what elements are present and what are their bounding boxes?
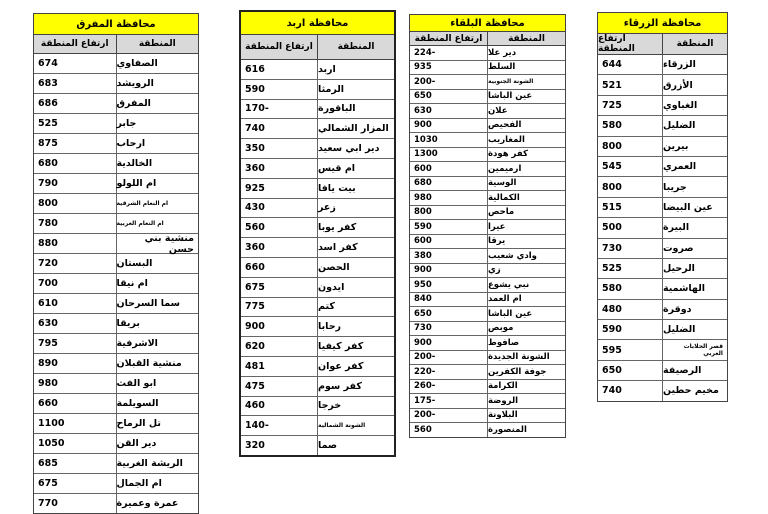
elevation-value: 430 <box>241 199 318 218</box>
table-row <box>410 75 565 90</box>
area-name: السويلمة <box>116 398 159 409</box>
area-name: وادي شعيب <box>488 250 537 261</box>
table-row <box>598 55 727 75</box>
table-row <box>34 474 198 494</box>
area-name: دوقرة <box>663 303 692 315</box>
elevation-value: 730 <box>410 322 488 336</box>
elevation-value: 515 <box>598 198 663 217</box>
area-name: تل الرماح <box>116 418 161 429</box>
elevation-value: 320 <box>241 436 318 455</box>
area-name: ام النعام الشرقية <box>116 200 169 207</box>
area-name: الزرقاء <box>663 59 696 71</box>
elevation-value: 800 <box>598 177 663 196</box>
elevation-value: 800 <box>34 194 117 213</box>
area-name: جابر <box>116 118 137 129</box>
elevation-value: 725 <box>598 96 663 115</box>
area-name: بيرين <box>663 140 689 152</box>
header-area: المنطقة <box>337 42 375 52</box>
area-name: ام قيس <box>318 162 356 174</box>
table-row <box>410 351 565 366</box>
table-row <box>241 377 394 397</box>
table-header <box>241 35 394 60</box>
elevation-value: 740 <box>241 119 318 138</box>
table-row <box>34 374 198 394</box>
elevation-value: 840 <box>410 293 488 307</box>
table-row <box>410 322 565 337</box>
table-row <box>34 494 198 513</box>
elevation-value: 685 <box>34 454 117 473</box>
area-name: كفر اسد <box>318 242 358 254</box>
table-row <box>598 361 727 381</box>
table-row <box>410 336 565 351</box>
table-row <box>34 174 198 194</box>
table-title: محافظة الزرقاء <box>598 13 727 34</box>
elevation-value: 925 <box>241 179 318 198</box>
table-title: محافظة البلقاء <box>410 15 565 32</box>
elevation-value: 460 <box>241 397 318 416</box>
area-name: الريشة الغربية <box>116 458 183 469</box>
elevation-value: 650 <box>410 90 488 104</box>
table-row <box>598 75 727 95</box>
elevation-value: 775 <box>241 298 318 317</box>
table-row <box>410 249 565 264</box>
table-row <box>410 220 565 235</box>
table-row <box>34 394 198 414</box>
table-header <box>410 32 565 46</box>
elevation-value: 730 <box>598 239 663 258</box>
table-title: محافظة المفرق <box>34 14 198 35</box>
table-body <box>598 55 727 401</box>
area-name: عين الباشا <box>488 91 533 102</box>
area-name: الرويشد <box>116 78 154 89</box>
elevation-value: 200- <box>410 351 488 365</box>
table-title: محافظة اربد <box>241 12 394 35</box>
table-row <box>410 162 565 177</box>
elevation-value: 800 <box>410 206 488 220</box>
area-name: الشونة الجديدة <box>488 352 550 363</box>
elevation-value: 360 <box>241 238 318 257</box>
elevation-value: 200- <box>410 75 488 89</box>
table-row <box>34 314 198 334</box>
area-name: منشية بني حسن <box>144 232 194 255</box>
elevation-value: 525 <box>598 259 663 278</box>
elevation-value: 980 <box>410 191 488 205</box>
elevation-value: 780 <box>34 214 117 233</box>
table-row <box>241 357 394 377</box>
area-name: عين الباشا <box>488 308 533 319</box>
area-name: الغباوي <box>663 99 698 111</box>
table-row <box>241 179 394 199</box>
elevation-value: 521 <box>598 75 663 94</box>
area-name: كفر يوبا <box>318 222 357 234</box>
area-name: الباقورة <box>318 103 356 115</box>
area-name: الرمثا <box>318 83 345 95</box>
table-row <box>410 307 565 322</box>
elevation-value: 600 <box>410 162 488 176</box>
irbid-table <box>239 10 396 457</box>
elevation-value: 980 <box>34 374 117 393</box>
header-elevation: ارتفاع المنطقة <box>34 35 117 53</box>
table-row <box>598 300 727 320</box>
elevation-value: 900 <box>241 317 318 336</box>
area-name: الكرامة <box>488 381 518 392</box>
header-area: المنطقة <box>508 33 545 44</box>
elevation-value: 875 <box>34 134 117 153</box>
table-row <box>34 454 198 474</box>
elevation-value: 900 <box>410 336 488 350</box>
elevation-value: 475 <box>241 377 318 396</box>
elevation-value: 560 <box>410 423 488 437</box>
area-name: جريبا <box>663 181 687 193</box>
table-row <box>598 320 727 340</box>
area-name: دير القن <box>116 438 157 449</box>
area-name: بيت يافا <box>318 182 356 194</box>
header-area: المنطقة <box>138 39 176 49</box>
elevation-value: 200- <box>410 409 488 423</box>
elevation-value: 800 <box>598 137 663 156</box>
area-name: المغاريب <box>488 134 525 145</box>
table-body <box>241 60 394 455</box>
header-elevation: ارتفاع المنطقة <box>410 32 488 45</box>
table-row <box>241 199 394 219</box>
table-row <box>410 278 565 293</box>
table-body <box>410 46 565 437</box>
elevation-value: 660 <box>241 258 318 277</box>
area-name: عمرة وعميرة <box>116 498 179 509</box>
table-row <box>410 104 565 119</box>
table-row <box>241 119 394 139</box>
elevation-value: 675 <box>241 278 318 297</box>
elevation-value: 650 <box>410 307 488 321</box>
table-header <box>598 34 727 55</box>
elevation-value: 220- <box>410 365 488 379</box>
table-row <box>410 191 565 206</box>
table-row <box>34 154 198 174</box>
area-name: مخيم حطين <box>663 385 719 397</box>
table-row <box>34 254 198 274</box>
area-name: المنصورة <box>488 424 527 435</box>
table-row <box>34 54 198 74</box>
elevation-value: 350 <box>241 139 318 158</box>
table-row <box>34 414 198 434</box>
header-elevation: ارتفاع المنطقة <box>598 34 663 54</box>
area-name: دير ابي سعيد <box>318 143 380 155</box>
table-row <box>34 354 198 374</box>
area-name: الرصيفة <box>663 365 702 377</box>
elevation-value: 360 <box>241 159 318 178</box>
table-row <box>410 235 565 250</box>
elevation-value: 880 <box>34 234 117 253</box>
area-name: عيرا <box>488 221 506 232</box>
elevation-value: 170- <box>241 100 318 119</box>
elevation-value: 580 <box>598 116 663 135</box>
elevation-value: 590 <box>410 220 488 234</box>
elevation-value: 644 <box>598 55 663 74</box>
elevation-value: 900 <box>410 119 488 133</box>
area-name: يرقا <box>488 236 506 247</box>
table-row <box>34 134 198 154</box>
area-name: كتم <box>318 301 335 313</box>
elevation-value: 600 <box>410 235 488 249</box>
table-body <box>34 54 198 513</box>
table-row <box>598 177 727 197</box>
elevation-value: 630 <box>410 104 488 118</box>
elevation-value: 1050 <box>34 434 117 453</box>
area-name: الفحيص <box>488 120 522 131</box>
area-name: اربد <box>318 63 336 75</box>
elevation-value: 660 <box>34 394 117 413</box>
elevation-value: 610 <box>34 294 117 313</box>
elevation-value: 545 <box>598 157 663 176</box>
elevation-value: 260- <box>410 380 488 394</box>
area-name: منشية القبلان <box>116 358 182 369</box>
table-row <box>34 74 198 94</box>
area-name: سما السرحان <box>116 298 181 309</box>
area-name: الكمالية <box>488 192 520 203</box>
elevation-value: 700 <box>34 274 117 293</box>
area-name: البيرة <box>663 222 690 234</box>
elevation-value: 590 <box>241 80 318 99</box>
area-name: ام النعام الغربية <box>116 220 164 227</box>
elevation-value: 380 <box>410 249 488 263</box>
table-row <box>410 365 565 380</box>
table-row <box>241 436 394 455</box>
area-name: البلاونة <box>488 410 518 421</box>
area-name: موبص <box>488 323 514 334</box>
elevation-value: 616 <box>241 60 318 79</box>
table-row <box>241 218 394 238</box>
elevation-value: 560 <box>241 218 318 237</box>
elevation-value: 1100 <box>34 414 117 433</box>
area-name: جوفة الكفرين <box>488 366 547 377</box>
area-name: ام نيقا <box>116 278 148 289</box>
table-row <box>241 60 394 80</box>
area-name: ماحص <box>488 207 515 218</box>
table-row <box>34 274 198 294</box>
elevation-value: 890 <box>34 354 117 373</box>
table-row <box>598 259 727 279</box>
header-area: المنطقة <box>676 39 714 49</box>
table-row <box>241 317 394 337</box>
area-name: ابو الفث <box>116 378 157 389</box>
area-name: ام الجمال <box>116 478 162 489</box>
area-name: قصر الحلابات الغربي <box>683 343 723 358</box>
table-row <box>34 114 198 134</box>
table-row <box>598 137 727 157</box>
area-name: كفر عوان <box>318 360 364 372</box>
elevation-value: 650 <box>598 361 663 380</box>
area-name: صما <box>318 440 338 452</box>
elevation-value: 680 <box>410 177 488 191</box>
zarqa-table <box>597 12 728 402</box>
area-name: المفرق <box>116 98 151 109</box>
table-row <box>241 278 394 298</box>
table-row <box>410 61 565 76</box>
table-row <box>598 96 727 116</box>
elevation-value: 680 <box>34 154 117 173</box>
elevation-value: 481 <box>241 357 318 376</box>
table-row <box>410 264 565 279</box>
area-name: العمري <box>663 161 697 173</box>
elevation-value: 683 <box>34 74 117 93</box>
area-name: المزار الشمالي <box>318 123 389 135</box>
area-name: السلط <box>488 62 516 73</box>
area-name: كفر كيفيا <box>318 341 364 353</box>
table-row <box>598 218 727 238</box>
table-row <box>34 214 198 234</box>
area-name: ارحاب <box>116 138 146 149</box>
elevation-value: 590 <box>598 320 663 339</box>
table-row <box>598 157 727 177</box>
table-row <box>410 206 565 221</box>
elevation-value: 720 <box>34 254 117 273</box>
table-row <box>241 139 394 159</box>
elevation-value: 224- <box>410 46 488 60</box>
elevation-value: 580 <box>598 279 663 298</box>
elevation-value: 675 <box>34 474 117 493</box>
area-name: دير علا <box>488 47 517 58</box>
area-name: خرجا <box>318 400 342 412</box>
elevation-value: 674 <box>34 54 117 73</box>
table-row <box>241 397 394 417</box>
area-name: صروت <box>663 242 694 254</box>
area-name: الهاشمية <box>663 283 706 295</box>
area-name: الشونة الجنوبية <box>488 78 534 86</box>
table-row <box>410 380 565 395</box>
elevation-value: 770 <box>34 494 117 513</box>
table-row <box>241 337 394 357</box>
area-name: ام العمد <box>488 294 522 305</box>
elevation-value: 140- <box>241 416 318 435</box>
table-row <box>241 258 394 278</box>
table-row <box>598 239 727 259</box>
elevation-value: 686 <box>34 94 117 113</box>
table-row <box>410 133 565 148</box>
table-row <box>598 381 727 400</box>
area-name: ايدون <box>318 281 345 293</box>
area-name: زي <box>488 265 501 276</box>
area-name: بريقا <box>116 318 140 329</box>
area-name: الروضة <box>488 395 519 406</box>
elevation-value: 500 <box>598 218 663 237</box>
balqa-table <box>409 14 566 438</box>
area-name: الوسية <box>488 178 517 189</box>
table-row <box>241 298 394 318</box>
area-name: ارميمين <box>488 163 522 174</box>
area-name: الاشرفية <box>116 338 158 349</box>
table-row <box>241 159 394 179</box>
table-row <box>410 394 565 409</box>
table-row <box>598 198 727 218</box>
area-name: الضليل <box>663 120 696 132</box>
elevation-value: 525 <box>34 114 117 133</box>
area-name: نبي يشوع <box>488 279 530 290</box>
table-row <box>410 90 565 105</box>
area-name: الأزرق <box>663 79 693 91</box>
header-elevation: ارتفاع المنطقة <box>241 35 318 59</box>
table-row <box>34 94 198 114</box>
elevation-value: 1030 <box>410 133 488 147</box>
elevation-value: 935 <box>410 61 488 75</box>
table-row <box>410 409 565 424</box>
table-row <box>34 334 198 354</box>
area-name: صافوط <box>488 337 520 348</box>
area-name: الرحيل <box>663 263 695 275</box>
area-name: الصفاوي <box>116 58 158 69</box>
table-row <box>241 100 394 120</box>
elevation-value: 620 <box>241 337 318 356</box>
table-row <box>241 416 394 436</box>
area-name: ام اللولو <box>116 178 157 189</box>
area-name: زعر <box>318 202 336 214</box>
area-name: علان <box>488 105 508 116</box>
area-name: كفر سوم <box>318 380 362 392</box>
elevation-value: 900 <box>410 264 488 278</box>
elevation-value: 795 <box>34 334 117 353</box>
table-row <box>410 148 565 163</box>
table-row <box>34 194 198 214</box>
elevation-value: 630 <box>34 314 117 333</box>
elevation-value: 480 <box>598 300 663 319</box>
table-row <box>410 46 565 61</box>
table-row <box>410 177 565 192</box>
table-row <box>241 80 394 100</box>
table-header <box>34 35 198 54</box>
table-row <box>34 234 198 254</box>
area-name: البستان <box>116 258 153 269</box>
elevation-value: 950 <box>410 278 488 292</box>
area-name: عين البيضا <box>663 201 713 213</box>
table-row <box>598 116 727 136</box>
table-row <box>410 293 565 308</box>
elevation-value: 1300 <box>410 148 488 162</box>
table-row <box>598 340 727 360</box>
table-row <box>34 294 198 314</box>
area-name: الشونة الشمالية <box>318 422 366 430</box>
mafraq-table <box>33 13 199 514</box>
elevation-value: 740 <box>598 381 663 400</box>
table-row <box>410 119 565 134</box>
elevation-value: 790 <box>34 174 117 193</box>
elevation-value: 175- <box>410 394 488 408</box>
area-name: الضليل <box>663 324 696 336</box>
area-name: رحابا <box>318 321 342 333</box>
area-name: كفر هودة <box>488 149 528 160</box>
area-name: الخالدية <box>116 158 153 169</box>
table-row <box>410 423 565 437</box>
table-row <box>598 279 727 299</box>
area-name: الحصن <box>318 261 350 273</box>
table-row <box>241 238 394 258</box>
elevation-value: 595 <box>598 340 663 359</box>
table-row <box>34 434 198 454</box>
